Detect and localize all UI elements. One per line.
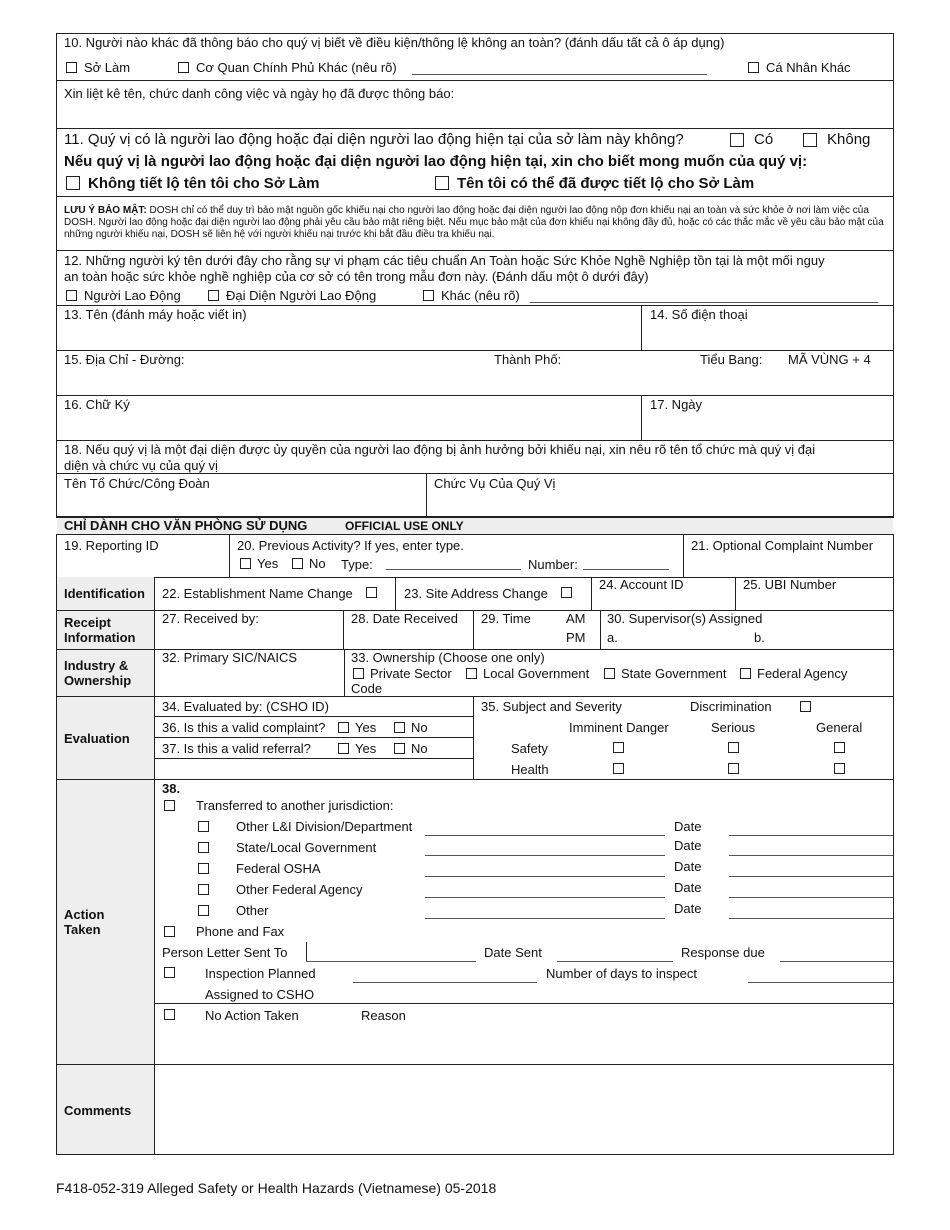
prev-no-checkbox[interactable] xyxy=(292,558,303,569)
no-action-checkbox[interactable] xyxy=(164,1009,175,1020)
optional-number-label: 21. Optional Complaint Number xyxy=(691,538,874,553)
q11-reveal-label: Tên tôi có thể đã được tiết lộ cho Sở Làm xyxy=(457,175,755,192)
juris-checkbox-0[interactable] xyxy=(198,821,209,832)
federal-label: Federal Agency xyxy=(757,666,848,681)
juris-line-4[interactable] xyxy=(425,918,665,919)
days-label: Number of days to inspect xyxy=(546,966,698,981)
evaluated-by-label: 34. Evaluated by: (CSHO ID) xyxy=(162,699,329,714)
juris-date-0: Date xyxy=(674,819,702,834)
date-sent-line[interactable] xyxy=(557,961,673,962)
divider xyxy=(473,610,474,649)
complaint-no-checkbox[interactable] xyxy=(394,722,405,733)
health-general-checkbox[interactable] xyxy=(834,763,845,774)
q10-question: 10. Người nào khác đã thông báo cho quý vị biết về điều kiện/thông lệ không an toàn? (đánh dấu tất cả ô áp dụng) xyxy=(64,35,725,50)
response-due-line[interactable] xyxy=(780,961,893,962)
type-line[interactable] xyxy=(386,569,521,570)
divider xyxy=(154,737,473,738)
q11-hide-label: Không tiết lộ tên tôi cho Sở Làm xyxy=(88,175,320,192)
inspection-checkbox[interactable] xyxy=(164,967,175,978)
juris-date-1: Date xyxy=(674,838,702,853)
federal-checkbox[interactable] xyxy=(740,668,751,679)
office-header-en: OFFICIAL USE ONLY xyxy=(345,519,464,533)
industry-label-2: Ownership xyxy=(64,673,132,688)
safety-label: Safety xyxy=(511,741,548,756)
address-label: 15. Địa Chỉ - Đường: xyxy=(64,352,185,367)
divider xyxy=(154,758,473,759)
prev-yes-checkbox[interactable] xyxy=(240,558,251,569)
reason-label: Reason xyxy=(361,1008,406,1023)
juris-checkbox-4[interactable] xyxy=(198,905,209,916)
q10-gov-line[interactable] xyxy=(412,74,707,75)
est-name-label: 22. Establishment Name Change xyxy=(162,586,353,601)
office-header-vi: CHỈ DÀNH CHO VĂN PHÒNG SỬ DỤNG xyxy=(64,518,308,533)
comments-label: Comments xyxy=(64,1103,132,1118)
time-label: 29. Time xyxy=(481,611,531,626)
q12-rep-checkbox[interactable] xyxy=(208,290,219,301)
q11-no-checkbox[interactable] xyxy=(803,133,817,147)
divider xyxy=(426,473,427,517)
q12-worker-checkbox[interactable] xyxy=(66,290,77,301)
divider xyxy=(344,649,345,696)
referral-no-checkbox[interactable] xyxy=(394,743,405,754)
juris-line-2[interactable] xyxy=(425,876,665,877)
q12-line1: 12. Những người ký tên dưới đây cho rằng sự vi phạm các tiêu chuẩn An Toàn hoặc Sức Khỏe Nghề Nghiệp tồn tại là một mối nguy xyxy=(64,253,825,268)
q11-yes-label: Có xyxy=(754,131,774,148)
q10-gov-checkbox[interactable] xyxy=(178,62,189,73)
divider xyxy=(893,577,894,1155)
divider xyxy=(893,534,894,577)
serious-label: Serious xyxy=(711,720,756,735)
juris-date-3: Date xyxy=(674,880,702,895)
comments-field[interactable] xyxy=(155,1065,893,1154)
imminent-label: Imminent Danger xyxy=(569,720,669,735)
divider xyxy=(56,473,894,474)
divider xyxy=(56,577,57,1155)
transferred-label: Transferred to another jurisdiction: xyxy=(196,798,394,813)
juris-date-2: Date xyxy=(674,859,702,874)
q11-yes-checkbox[interactable] xyxy=(730,133,744,147)
discrimination-label: Discrimination xyxy=(690,699,772,714)
private-checkbox[interactable] xyxy=(353,668,364,679)
referral-yes-label: Yes xyxy=(355,741,377,756)
q10-other-label: Cá Nhân Khác xyxy=(766,60,851,75)
divider xyxy=(154,1003,893,1004)
days-line[interactable] xyxy=(748,982,893,983)
divider xyxy=(56,80,894,81)
title-label: Chức Vụ Của Quý Vị xyxy=(434,476,556,491)
no-action-label: No Action Taken xyxy=(205,1008,299,1023)
q18-line1: 18. Nếu quý vị là một đại diện được ủy quyền của người lao động bị ảnh hưởng bởi khiếu nại, xin nêu rõ tên tổ chức mà quý vị đại xyxy=(64,442,816,457)
juris-line-3[interactable] xyxy=(425,897,665,898)
valid-referral-label: 37. Is this a valid referral? xyxy=(162,741,311,756)
juris-checkbox-3[interactable] xyxy=(198,884,209,895)
juris-date-line-3[interactable] xyxy=(729,897,893,898)
reporting-id-label: 19. Reporting ID xyxy=(64,538,159,553)
action-label-1: Action xyxy=(64,907,105,922)
divider xyxy=(56,395,894,396)
q12-other-checkbox[interactable] xyxy=(423,290,434,301)
divider xyxy=(56,534,894,535)
private-label: Private Sector xyxy=(370,666,452,681)
assigned-label: Assigned to CSHO xyxy=(205,987,315,1002)
privacy-label: LƯU Ý BẢO MẬT: xyxy=(64,205,147,216)
inspection-label: Inspection Planned xyxy=(205,966,316,981)
divider xyxy=(56,779,894,780)
divider xyxy=(56,534,57,577)
divider xyxy=(473,696,474,779)
number-line[interactable] xyxy=(583,569,669,570)
number-label: Number: xyxy=(528,557,578,572)
juris-label-4: Other xyxy=(236,903,269,918)
state-checkbox[interactable] xyxy=(604,668,615,679)
phone-fax-label: Phone and Fax xyxy=(196,924,285,939)
q12-line2: an toàn hoặc sức khỏe nghề nghiệp của cơ sở có tên trong mẫu đơn này. (Đánh dấu một ô dưới đây) xyxy=(64,269,649,284)
divider xyxy=(56,128,894,129)
q10-employer-checkbox[interactable] xyxy=(66,62,77,73)
juris-line-1[interactable] xyxy=(425,855,665,856)
juris-date-line-1[interactable] xyxy=(729,855,893,856)
valid-complaint-label: 36. Is this a valid complaint? xyxy=(162,720,326,735)
state-label: Tiểu Bang: xyxy=(700,352,763,367)
juris-date-line-2[interactable] xyxy=(729,876,893,877)
zip-label: MÃ VÙNG + 4 xyxy=(788,352,871,367)
subject-label: 35. Subject and Severity xyxy=(481,699,622,714)
divider xyxy=(154,716,473,717)
juris-date-4: Date xyxy=(674,901,702,916)
q11-no-label: Không xyxy=(827,131,871,148)
est-name-checkbox[interactable] xyxy=(366,587,377,598)
juris-label-0: Other L&I Division/Department xyxy=(236,819,413,834)
supervisor-b: b. xyxy=(754,630,765,645)
supervisor-label: 30. Supervisor(s) Assigned xyxy=(607,611,763,626)
juris-label-2: Federal OSHA xyxy=(236,861,321,876)
supervisor-a: a. xyxy=(607,630,618,645)
q12-worker-label: Người Lao Động xyxy=(84,288,181,303)
health-label: Health xyxy=(511,762,549,777)
transferred-checkbox[interactable] xyxy=(164,800,175,811)
state-label: State Government xyxy=(621,666,727,681)
juris-label-3: Other Federal Agency xyxy=(236,882,363,897)
divider xyxy=(56,1154,894,1155)
action-number: 38. xyxy=(162,781,181,796)
juris-label-1: State/Local Government xyxy=(236,840,377,855)
person-letter-line[interactable] xyxy=(306,961,476,962)
q11-wish: Nếu quý vị là người lao động hoặc đại diện người lao động hiện tại, xin cho biết mong muốn của quý vị: xyxy=(64,153,808,170)
divider xyxy=(56,305,894,306)
q12-other-line[interactable] xyxy=(530,302,878,303)
account-label: 24. Account ID xyxy=(599,577,684,592)
name-label: 13. Tên (đánh máy hoặc viết in) xyxy=(64,307,247,322)
org-label: Tên Tổ Chức/Công Đoàn xyxy=(64,476,210,491)
prev-yes-label: Yes xyxy=(257,556,279,571)
evaluation-label: Evaluation xyxy=(64,731,130,746)
privacy-note xyxy=(64,205,890,241)
code-label: Code xyxy=(351,681,383,696)
q11-reveal-checkbox[interactable] xyxy=(435,176,449,190)
prev-no-label: No xyxy=(309,556,326,571)
juris-line-0[interactable] xyxy=(425,835,665,836)
divider xyxy=(683,534,684,577)
privacy-text: DOSH chỉ có thể duy trì bảo mật nguồn gốc khiếu nại cho người lao động hoặc đại diện người lao động nộp đơn khiếu nại an toàn và sức khỏe ở nơi làm việc của DOSH. Người lao động hoặc đại diện người lao động phải yêu cầu bảo mật riêng biệt. Nếu mục bảo mật của đơn khiếu nại không đầy đủ, hoặc có các thắc mắc về yêu cầu bảo mật của những người khiếu nại, DOSH sẽ liên hệ với người khiếu nại trước khi bắt đầu điều tra khiếu nại. xyxy=(64,205,884,240)
complaint-yes-checkbox[interactable] xyxy=(338,722,349,733)
q10-other-checkbox[interactable] xyxy=(748,62,759,73)
safety-general-checkbox[interactable] xyxy=(834,742,845,753)
divider xyxy=(56,440,894,441)
divider xyxy=(229,534,230,577)
action-label-2: Taken xyxy=(64,922,101,937)
divider xyxy=(641,305,642,350)
complaint-no-label: No xyxy=(411,720,428,735)
industry-label-1: Industry & xyxy=(64,658,129,673)
q11-question: 11. Quý vị có là người lao động hoặc đại diện người lao động hiện tại của sở làm này không? xyxy=(64,131,684,148)
q10-gov-label: Cơ Quan Chính Phủ Khác (nêu rõ) xyxy=(196,60,397,75)
receipt-label-1: Receipt xyxy=(64,615,111,630)
health-serious-checkbox[interactable] xyxy=(728,763,739,774)
date-sent-label: Date Sent xyxy=(484,945,542,960)
divider xyxy=(56,250,894,251)
form-footer: F418-052-319 Alleged Safety or Health Hazards (Vietnamese) 05-2018 xyxy=(56,1180,497,1196)
signature-label: 16. Chữ Ký xyxy=(64,397,130,412)
q10-employer-label: Sở Làm xyxy=(84,60,131,75)
am-label: AM xyxy=(566,611,586,626)
referral-yes-checkbox[interactable] xyxy=(338,743,349,754)
divider xyxy=(56,696,894,697)
q10-list-prompt: Xin liệt kê tên, chức danh công việc và ngày họ đã được thông báo: xyxy=(64,86,455,101)
person-letter-label: Person Letter Sent To xyxy=(162,945,288,960)
local-label: Local Government xyxy=(483,666,590,681)
q12-other-label: Khác (nêu rõ) xyxy=(441,288,520,303)
divider xyxy=(600,610,601,649)
q12-rep-label: Đại Diện Người Lao Động xyxy=(226,288,377,303)
juris-checkbox-2[interactable] xyxy=(198,863,209,874)
safety-serious-checkbox[interactable] xyxy=(728,742,739,753)
city-label: Thành Phố: xyxy=(494,352,562,367)
ownership-label: 33. Ownership (Choose one only) xyxy=(351,650,545,665)
date-received-label: 28. Date Received xyxy=(351,611,458,626)
divider xyxy=(306,942,307,962)
site-addr-checkbox[interactable] xyxy=(561,587,572,598)
divider xyxy=(56,350,894,351)
referral-no-label: No xyxy=(411,741,428,756)
phone-fax-checkbox[interactable] xyxy=(164,926,175,937)
receipt-label-2: Information xyxy=(64,630,136,645)
phone-label: 14. Số điện thoại xyxy=(650,307,748,322)
divider xyxy=(56,196,894,197)
divider xyxy=(343,610,344,649)
juris-date-line-4[interactable] xyxy=(729,918,893,919)
q11-hide-checkbox[interactable] xyxy=(66,176,80,190)
divider xyxy=(395,577,396,610)
ubi-label: 25. UBI Number xyxy=(743,577,837,592)
health-imminent-checkbox[interactable] xyxy=(613,763,624,774)
safety-imminent-checkbox[interactable] xyxy=(613,742,624,753)
date-label: 17. Ngày xyxy=(650,397,703,412)
divider xyxy=(641,395,642,440)
general-label: General xyxy=(816,720,863,735)
sic-label: 32. Primary SIC/NAICS xyxy=(162,650,298,665)
prev-activity-label: 20. Previous Activity? If yes, enter type. xyxy=(237,538,464,553)
type-label: Type: xyxy=(341,557,373,572)
juris-date-line-0[interactable] xyxy=(729,835,893,836)
complaint-yes-label: Yes xyxy=(355,720,377,735)
local-checkbox[interactable] xyxy=(466,668,477,679)
site-addr-label: 23. Site Address Change xyxy=(404,586,548,601)
q18-line2: diện và chức vụ của quý vị xyxy=(64,458,218,473)
identification-label: Identification xyxy=(64,586,145,601)
divider xyxy=(735,577,736,610)
response-due-label: Response due xyxy=(681,945,765,960)
inspection-line[interactable] xyxy=(353,982,537,983)
divider xyxy=(591,577,592,610)
received-by-label: 27. Received by: xyxy=(162,611,259,626)
discrimination-checkbox[interactable] xyxy=(800,701,811,712)
pm-label: PM xyxy=(566,630,586,645)
juris-checkbox-1[interactable] xyxy=(198,842,209,853)
